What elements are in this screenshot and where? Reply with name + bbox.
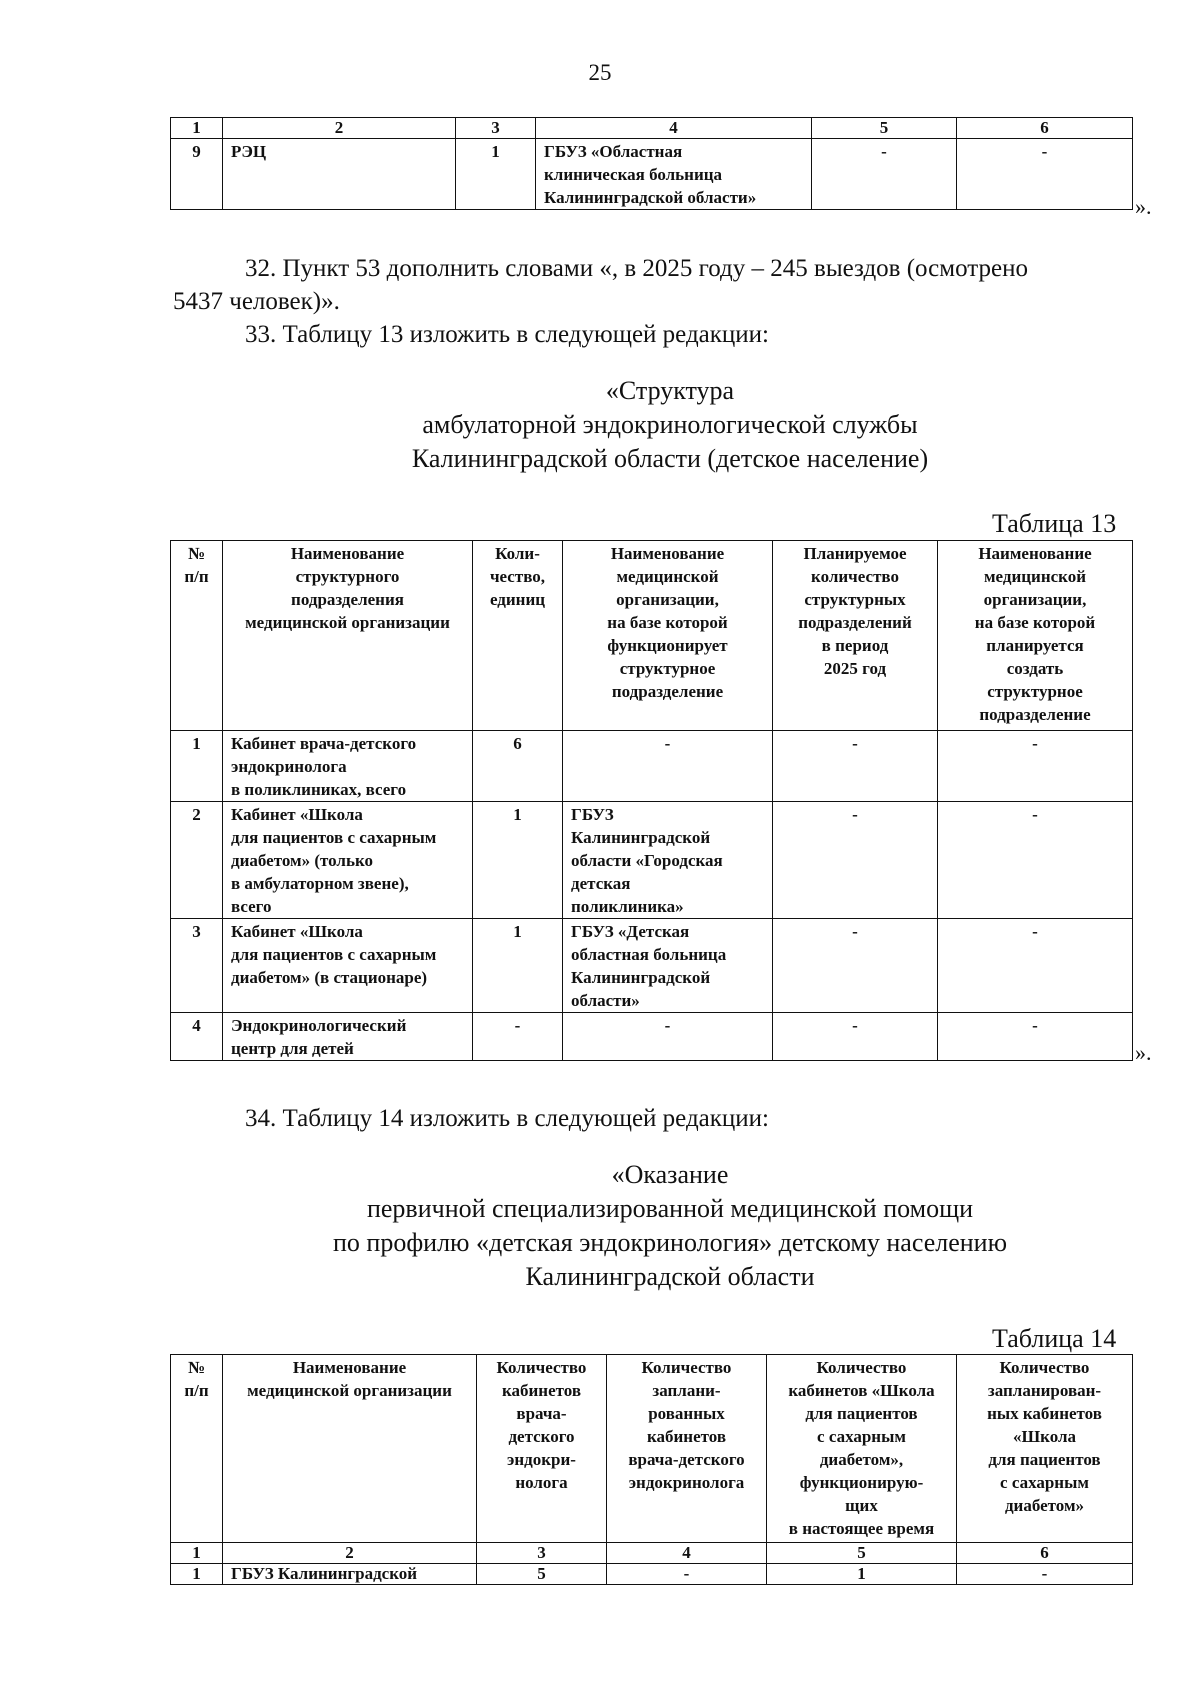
header-line: структурных — [804, 590, 906, 609]
text-line: клиническая больница — [544, 165, 723, 184]
text-line: поликлиника» — [571, 897, 684, 916]
row-number: 1 — [171, 1564, 223, 1585]
subdivision-name: РЭЦ — [223, 139, 456, 210]
header-line: организации, — [616, 590, 719, 609]
table-header-row — [171, 1355, 1133, 1543]
row-number: 1 — [171, 731, 223, 802]
count-cell: 1 — [456, 139, 536, 210]
header-line: Наименование — [978, 544, 1092, 563]
header-line: рованных — [648, 1404, 725, 1423]
header-line: эндокри- — [507, 1450, 576, 1469]
header-line: эндокринолога — [628, 1473, 745, 1492]
organization-name: ГБУЗ Калининградской — [223, 1564, 477, 1585]
future-org-cell: - — [938, 919, 1133, 1013]
header-line: Наименование — [290, 544, 405, 563]
text-line: ГБУЗ — [571, 805, 614, 824]
table-row — [171, 919, 1133, 1013]
organization-cell — [563, 1013, 773, 1061]
table-header-row — [171, 118, 1133, 139]
header-cell — [171, 541, 223, 731]
title-line: по профилю «детская эндокринология» детскому населению — [332, 1228, 1008, 1257]
subdivision-name — [223, 1013, 473, 1061]
header-line: нолога — [515, 1473, 568, 1492]
continued-table — [170, 117, 1133, 210]
header-line: подразделения — [291, 590, 404, 609]
header-line: для пациентов — [988, 1450, 1101, 1469]
text-line: Калининградской области» — [544, 188, 757, 207]
header-line: врача- — [516, 1404, 567, 1423]
header-cell — [223, 1355, 477, 1543]
header-line: кабинетов — [501, 1381, 582, 1400]
title-line: Калининградской области — [525, 1262, 815, 1291]
header-line: на базе которой — [974, 613, 1096, 632]
text-line: Калининградской — [571, 968, 711, 987]
count-cell: 1 — [473, 802, 563, 919]
organization-cell — [563, 802, 773, 919]
header-cell — [563, 541, 773, 731]
header-line: ных кабинетов — [987, 1404, 1102, 1423]
header-line: в настоящее время — [788, 1519, 935, 1538]
text-line: ГБУЗ «Детская — [571, 922, 690, 941]
header-line: на базе которой — [607, 613, 728, 632]
header-line: с сахарным — [1000, 1473, 1089, 1492]
planned-cabinets-cell: - — [607, 1564, 767, 1585]
header-cell — [171, 1355, 223, 1543]
text-line: Эндокринологический — [231, 1016, 407, 1035]
column-number: 3 — [456, 118, 536, 139]
table-13 — [170, 540, 1133, 1061]
header-line: Количество — [496, 1358, 587, 1377]
header-line: 2025 год — [823, 659, 887, 678]
column-number: 3 — [477, 1543, 607, 1564]
column-number: 5 — [812, 118, 957, 139]
header-cell — [767, 1355, 957, 1543]
row-number: 2 — [171, 802, 223, 919]
text-line: диабетом» (только — [231, 851, 374, 870]
subdivision-name — [223, 802, 473, 919]
header-line: диабетом» — [1004, 1496, 1085, 1515]
header-line: Количество — [999, 1358, 1090, 1377]
text-line: Калининградской — [571, 828, 711, 847]
header-line: Планируемое — [803, 544, 907, 563]
text-line: Кабинет врача-детского — [231, 734, 417, 753]
row-number: 9 — [171, 139, 223, 210]
header-line: медицинской организации — [247, 1381, 452, 1400]
column-5-cell: - — [812, 139, 957, 210]
header-line: функционирует — [607, 636, 728, 655]
header-line: Наименование — [292, 1358, 407, 1377]
planned-cell: - — [773, 802, 938, 919]
header-cell — [773, 541, 938, 731]
text-line: Кабинет «Школа — [231, 922, 363, 941]
table-row — [171, 731, 1133, 802]
header-line: создать — [1006, 659, 1064, 678]
header-line: медицинской — [983, 567, 1087, 586]
column-number: 1 — [171, 118, 223, 139]
planned-cell: - — [773, 1013, 938, 1061]
text-line: детская — [571, 874, 631, 893]
title-line: первичной специализированной медицинской помощи — [366, 1194, 974, 1223]
title-line: Калининградской области (детское население) — [411, 444, 929, 473]
subdivision-name — [223, 731, 473, 802]
item-32-line-2: 5437 человек)». — [173, 288, 340, 315]
text-line: - — [664, 734, 671, 753]
page-number: 25 — [588, 60, 612, 85]
table-row — [171, 1564, 1133, 1585]
future-org-cell: - — [938, 731, 1133, 802]
header-line: щих — [845, 1496, 878, 1515]
header-line: Количество — [816, 1358, 907, 1377]
table-14-title — [170, 1158, 1170, 1294]
column-number: 2 — [223, 1543, 477, 1564]
count-cell: 6 — [473, 731, 563, 802]
header-line: медицинской — [616, 567, 719, 586]
header-line: подразделений — [798, 613, 912, 632]
column-number: 4 — [536, 118, 812, 139]
text-line: области» — [571, 991, 640, 1010]
text-line: в поликлиниках, всего — [231, 780, 407, 799]
column-number: 4 — [607, 1543, 767, 1564]
planned-cell: - — [773, 731, 938, 802]
table-row — [171, 139, 1133, 210]
header-line: заплани- — [652, 1381, 721, 1400]
header-line: Наименование — [610, 544, 725, 563]
header-cell — [477, 1355, 607, 1543]
header-line: подразделение — [611, 682, 724, 701]
table-13-title — [170, 374, 1170, 476]
text-line: эндокринолога — [231, 757, 347, 776]
row-number: 3 — [171, 919, 223, 1013]
title-line: «Структура — [605, 376, 735, 405]
header-line: организации, — [983, 590, 1087, 609]
header-line: кабинетов «Школа — [788, 1381, 935, 1400]
title-line: «Оказание — [611, 1160, 729, 1189]
text-line: всего — [231, 897, 272, 916]
header-line: п/п — [184, 567, 209, 586]
header-line: для пациентов — [805, 1404, 918, 1423]
header-line: № — [187, 544, 206, 563]
table-14 — [170, 1354, 1133, 1585]
text-line: для пациентов с сахарным — [231, 945, 437, 964]
organization-cell — [563, 919, 773, 1013]
header-line: структурного — [295, 567, 400, 586]
item-34: 34. Таблицу 14 изложить в следующей редакции: — [245, 1105, 769, 1132]
header-line: «Школа — [1012, 1427, 1077, 1446]
text-line: области «Городская — [571, 851, 723, 870]
header-line: медицинской организации — [245, 613, 450, 632]
table-row — [171, 1013, 1133, 1061]
header-line: функционирую- — [799, 1473, 924, 1492]
text-line: - — [664, 1016, 671, 1035]
column-number: 1 — [171, 1543, 223, 1564]
text-line: областная больница — [571, 945, 727, 964]
table-row — [171, 802, 1133, 919]
header-line: структурное — [987, 682, 1083, 701]
organization-cell — [563, 731, 773, 802]
column-number: 6 — [957, 1543, 1133, 1564]
table-header-row — [171, 541, 1133, 731]
organization-cell — [536, 139, 812, 210]
item-33: 33. Таблицу 13 изложить в следующей редакции: — [245, 321, 769, 348]
closing-quote: ». — [1135, 1040, 1152, 1065]
text-line: диабетом» (в стационаре) — [231, 968, 428, 987]
column-numbers-row — [171, 1543, 1133, 1564]
header-line: планируется — [986, 636, 1084, 655]
header-line: подразделение — [979, 705, 1091, 724]
closing-quote: ». — [1135, 194, 1152, 219]
future-org-cell: - — [938, 1013, 1133, 1061]
subdivision-name — [223, 919, 473, 1013]
column-number: 5 — [767, 1543, 957, 1564]
header-cell — [473, 541, 563, 731]
header-line: диабетом», — [819, 1450, 904, 1469]
planned-schools-cell: - — [957, 1564, 1133, 1585]
header-line: с сахарным — [817, 1427, 906, 1446]
header-line: Коли- — [495, 544, 540, 563]
header-cell — [223, 541, 473, 731]
current-schools-cell: 1 — [767, 1564, 957, 1585]
header-line: запланирован- — [987, 1381, 1102, 1400]
text-line: в амбулаторном звене), — [231, 874, 409, 893]
header-line: № — [187, 1358, 206, 1377]
text-line: Кабинет «Школа — [231, 805, 363, 824]
header-line: единиц — [489, 590, 546, 609]
table-14-label: Таблица 14 — [992, 1324, 1117, 1353]
item-32-line-1: 32. Пункт 53 дополнить словами «, в 2025 году – 245 выездов (осмотрено — [245, 255, 1028, 282]
header-line: п/п — [184, 1381, 209, 1400]
header-line: Количество — [641, 1358, 732, 1377]
header-line: врача-детского — [628, 1450, 745, 1469]
count-cell: - — [473, 1013, 563, 1061]
row-number: 4 — [171, 1013, 223, 1061]
planned-cell: - — [773, 919, 938, 1013]
header-cell — [938, 541, 1133, 731]
header-line: детского — [508, 1427, 575, 1446]
column-6-cell: - — [957, 139, 1133, 210]
text-line: ГБУЗ «Областная — [544, 142, 683, 161]
text-line: центр для детей — [231, 1039, 354, 1058]
header-cell — [957, 1355, 1133, 1543]
column-number: 6 — [957, 118, 1133, 139]
text-line: для пациентов с сахарным — [231, 828, 437, 847]
count-cell: 1 — [473, 919, 563, 1013]
current-cabinets-cell: 5 — [477, 1564, 607, 1585]
header-cell — [607, 1355, 767, 1543]
table-13-label: Таблица 13 — [992, 509, 1117, 538]
future-org-cell: - — [938, 802, 1133, 919]
header-line: количество — [811, 567, 899, 586]
header-line: чество, — [489, 567, 546, 586]
header-line: в период — [821, 636, 889, 655]
header-line: структурное — [619, 659, 716, 678]
column-number: 2 — [223, 118, 456, 139]
header-line: кабинетов — [646, 1427, 727, 1446]
title-line: амбулаторной эндокринологической службы — [422, 410, 918, 439]
